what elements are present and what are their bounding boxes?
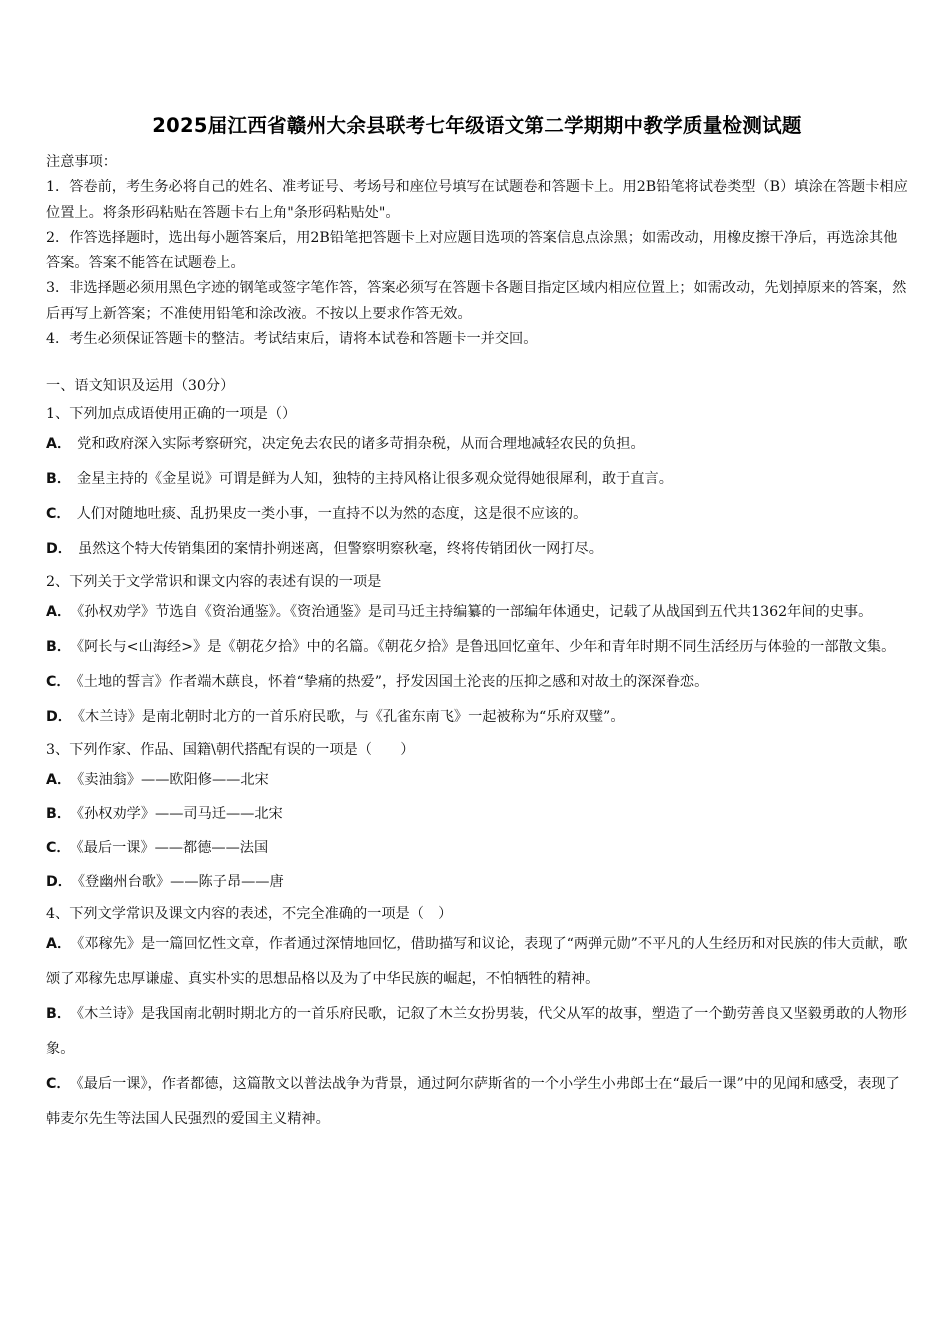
question-4 — [46, 902, 908, 1137]
option-c — [46, 665, 908, 700]
question-3 — [46, 738, 908, 899]
notice-heading: 注意事项： — [46, 154, 117, 170]
option-d — [46, 700, 908, 735]
option-letter: D． — [46, 709, 72, 726]
question-1 — [46, 402, 908, 567]
option-text: 党和政府深入实际考察研究，决定免去农民的诸多苛捐杂税，从而合理地减轻农民的负担。 — [77, 436, 645, 453]
option-letter: A． — [46, 436, 72, 453]
option-b — [46, 797, 908, 831]
option-b — [46, 997, 908, 1067]
option-text: 虽然这个特大传销集团的案情扑朔迷离，但警察明察秋毫，终将传销团伙一网打尽。 — [77, 541, 603, 558]
exam-page — [46, 112, 908, 1137]
option-letter: C． — [46, 506, 71, 523]
option-c — [46, 497, 908, 532]
option-letter: A． — [46, 936, 72, 953]
option-letter: C． — [46, 840, 71, 857]
notice-item: 2．作答选择题时，选出每小题答案后，用2B铅笔把答题卡上对应题目选项的答案信息点涂黑；如需改动，用橡皮擦干净后，再选涂其他答案。答案不能答在试题卷上。 — [46, 229, 898, 272]
option-text: 《土地的誓言》作者端木蕻良，怀着“挚痛的热爱”，抒发因国土沦丧的压抑之感和对故土的深深眷恋。 — [76, 674, 709, 691]
option-b — [46, 462, 908, 497]
option-d — [46, 532, 908, 567]
option-letter: B． — [46, 639, 72, 656]
option-text: 《孙权劝学》节选自《资治通鉴》。《资治通鉴》是司马迁主持编纂的一部编年体通史，记载了从战国到五代共1362年间的史事。 — [77, 604, 873, 621]
option-text: 《阿长与<山海经>》是《朝花夕拾》中的名篇。《朝花夕拾》是鲁迅回忆童年、少年和青年时期不同生活经历与体验的一部散文集。 — [77, 639, 896, 656]
question-2 — [46, 570, 908, 735]
option-text: 《卖油翁》——欧阳修——北宋 — [77, 772, 269, 789]
option-letter: D． — [46, 874, 72, 891]
option-text: 《木兰诗》是南北朝时北方的一首乐府民歌，与《孔雀东南飞》一起被称为“乐府双璧”。 — [77, 709, 625, 726]
section-heading: 一、语文知识及运用（30分） — [46, 378, 235, 395]
notice-item: 1．答卷前，考生务必将自己的姓名、准考证号、考场号和座位号填写在试题卷和答题卡上。用2B铅笔将试卷类型（B）填涂在答题卡相应位置上。将条形码粘贴在答题卡右上角"条形码粘贴处"。 — [46, 179, 908, 221]
notice-block — [46, 150, 908, 352]
option-a — [46, 595, 908, 630]
option-c — [46, 831, 908, 865]
option-letter: A． — [46, 772, 72, 789]
option-text: 《邓稼先》是一篇回忆性文章，作者通过深情地回忆，借助描写和议论，表现了“两弹元勋”不平凡的人生经历和对民族的伟大贡献，歌颂了邓稼先忠厚谦虚、真实朴实的思想品格以及为了中华民族的崛起，不怕牺牲的精神。 — [46, 936, 908, 988]
option-letter: C． — [46, 674, 71, 691]
option-text: 《孙权劝学》——司马迁——北宋 — [77, 806, 283, 823]
option-text: 《登幽州台歌》——陈子昂——唐 — [77, 874, 284, 891]
option-d — [46, 865, 908, 899]
question-stem: 1、下列加点成语使用正确的一项是（） — [46, 406, 297, 423]
option-letter: B． — [46, 471, 72, 488]
option-text: 人们对随地吐痰、乱扔果皮一类小事，一直持不以为然的态度，这是很不应该的。 — [76, 506, 588, 523]
option-letter: C． — [46, 1076, 71, 1093]
notice-item: 3．非选择题必须用黑色字迹的钢笔或签字笔作答，答案必须写在答题卡各题目指定区域内相应位置上；如需改动，先划掉原来的答案，然后再写上新答案；不准使用铅笔和涂改液。不按以上要求作答无效。 — [46, 280, 907, 322]
option-text: 《最后一课》——都德——法国 — [76, 840, 269, 857]
option-c — [46, 1067, 908, 1137]
question-stem: 4、下列文学常识及课文内容的表述，不完全准确的一项是（ ） — [46, 906, 453, 923]
option-text: 《最后一课》，作者都德，这篇散文以普法战争为背景，通过阿尔萨斯省的一个小学生小弗郎士在“最后一课”中的见闻和感受，表现了韩麦尔先生等法国人民强烈的爱国主义精神。 — [46, 1076, 900, 1128]
option-text: 《木兰诗》是我国南北朝时期北方的一首乐府民歌，记叙了木兰女扮男装，代父从军的故事，塑造了一个勤劳善良又坚毅勇敢的人物形象。 — [46, 1006, 907, 1058]
option-a — [46, 427, 908, 462]
notice-item: 4．考生必须保证答题卡的整洁。考试结束后，请将本试卷和答题卡一并交回。 — [46, 331, 538, 348]
option-text: 金星主持的《金星说》可谓是鲜为人知，独特的主持风格让很多观众觉得她很犀利，敢于直言。 — [77, 471, 673, 488]
question-stem: 3、下列作家、作品、国籍\朝代搭配有误的一项是（ ） — [46, 742, 415, 759]
exam-title: 2025届江西省赣州大余县联考七年级语文第二学期期中教学质量检测试题 — [152, 114, 802, 137]
option-a — [46, 763, 908, 797]
option-a — [46, 927, 908, 997]
question-stem: 2、下列关于文学常识和课文内容的表述有误的一项是 — [46, 574, 382, 591]
option-letter: B． — [46, 1006, 72, 1023]
option-letter: D． — [46, 541, 72, 558]
option-letter: A． — [46, 604, 72, 621]
option-letter: B． — [46, 806, 72, 823]
option-b — [46, 630, 908, 665]
